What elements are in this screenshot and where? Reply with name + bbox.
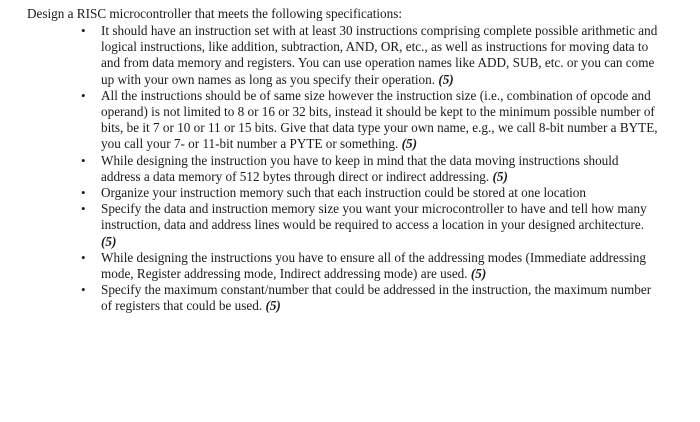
requirement-item xyxy=(27,185,661,201)
assignment-intro: Design a RISC microcontroller that meets the following specifications: xyxy=(27,6,403,21)
requirement-text: Specify the data and instruction memory size you want your microcontroller to have and tell how many instruction, data and address lines would be required to access a location in your designed architecture. xyxy=(101,201,647,233)
bullet-icon: • xyxy=(81,152,86,168)
points-label: (5) xyxy=(265,298,281,314)
points-label: (5) xyxy=(438,71,454,87)
points-label: (5) xyxy=(101,233,117,249)
requirement-text: Organize your instruction memory such that each instruction could be stored at one location xyxy=(101,185,586,201)
requirements-list xyxy=(27,23,677,315)
points-label: (5) xyxy=(492,168,508,184)
points-label: (5) xyxy=(470,266,487,282)
bullet-icon: • xyxy=(81,201,86,217)
requirement-item xyxy=(27,282,661,314)
assignment-document xyxy=(27,6,677,315)
bullet-icon: • xyxy=(81,185,86,201)
bullet-icon: • xyxy=(81,282,86,298)
requirement-item xyxy=(27,201,661,250)
requirement-text: All the instructions should be of same size however the instruction size (i.e., combination of opcode and operand) is not limited to 8 or 16 or 32 bits, instead it should be kept to the minimum possible number of bits, be it 7 or 10 or 11 or 15 bits. Give that data type your own name, e.g., we call 8-bit number a BYTE, you call your 7- or 11-bit number a PYTE or something. xyxy=(101,87,658,152)
requirement-item xyxy=(27,250,661,282)
bullet-icon: • xyxy=(81,23,86,38)
requirement-text: It should have an instruction set with at least 30 instructions comprising complete possible arithmetic and logical instructions, like addition, subtraction, AND, OR, etc., as well as instructions for moving data to and from data memory and registers. You can use operation names like ADD, SUB, etc. or you can come up with your own names as long as you specify their operation. xyxy=(101,23,658,87)
requirement-text: While designing the instruction you have to keep in mind that the data moving instructions should address a data memory of 512 bytes through direct or indirect addressing. xyxy=(101,152,619,184)
bullet-icon: • xyxy=(81,249,86,265)
requirement-item xyxy=(27,88,661,153)
bullet-icon: • xyxy=(81,87,86,103)
requirement-item xyxy=(27,23,661,88)
requirement-item xyxy=(27,153,661,185)
requirement-text: Specify the maximum constant/number that could be addressed in the instruction, the maximum number of registers that could be used. xyxy=(101,282,652,314)
points-label: (5) xyxy=(401,136,417,152)
requirement-text: While designing the instructions you have to ensure all of the addressing modes (Immediate addressing mode, Register addressing mode, Indirect addressing mode) are used. xyxy=(101,249,646,282)
